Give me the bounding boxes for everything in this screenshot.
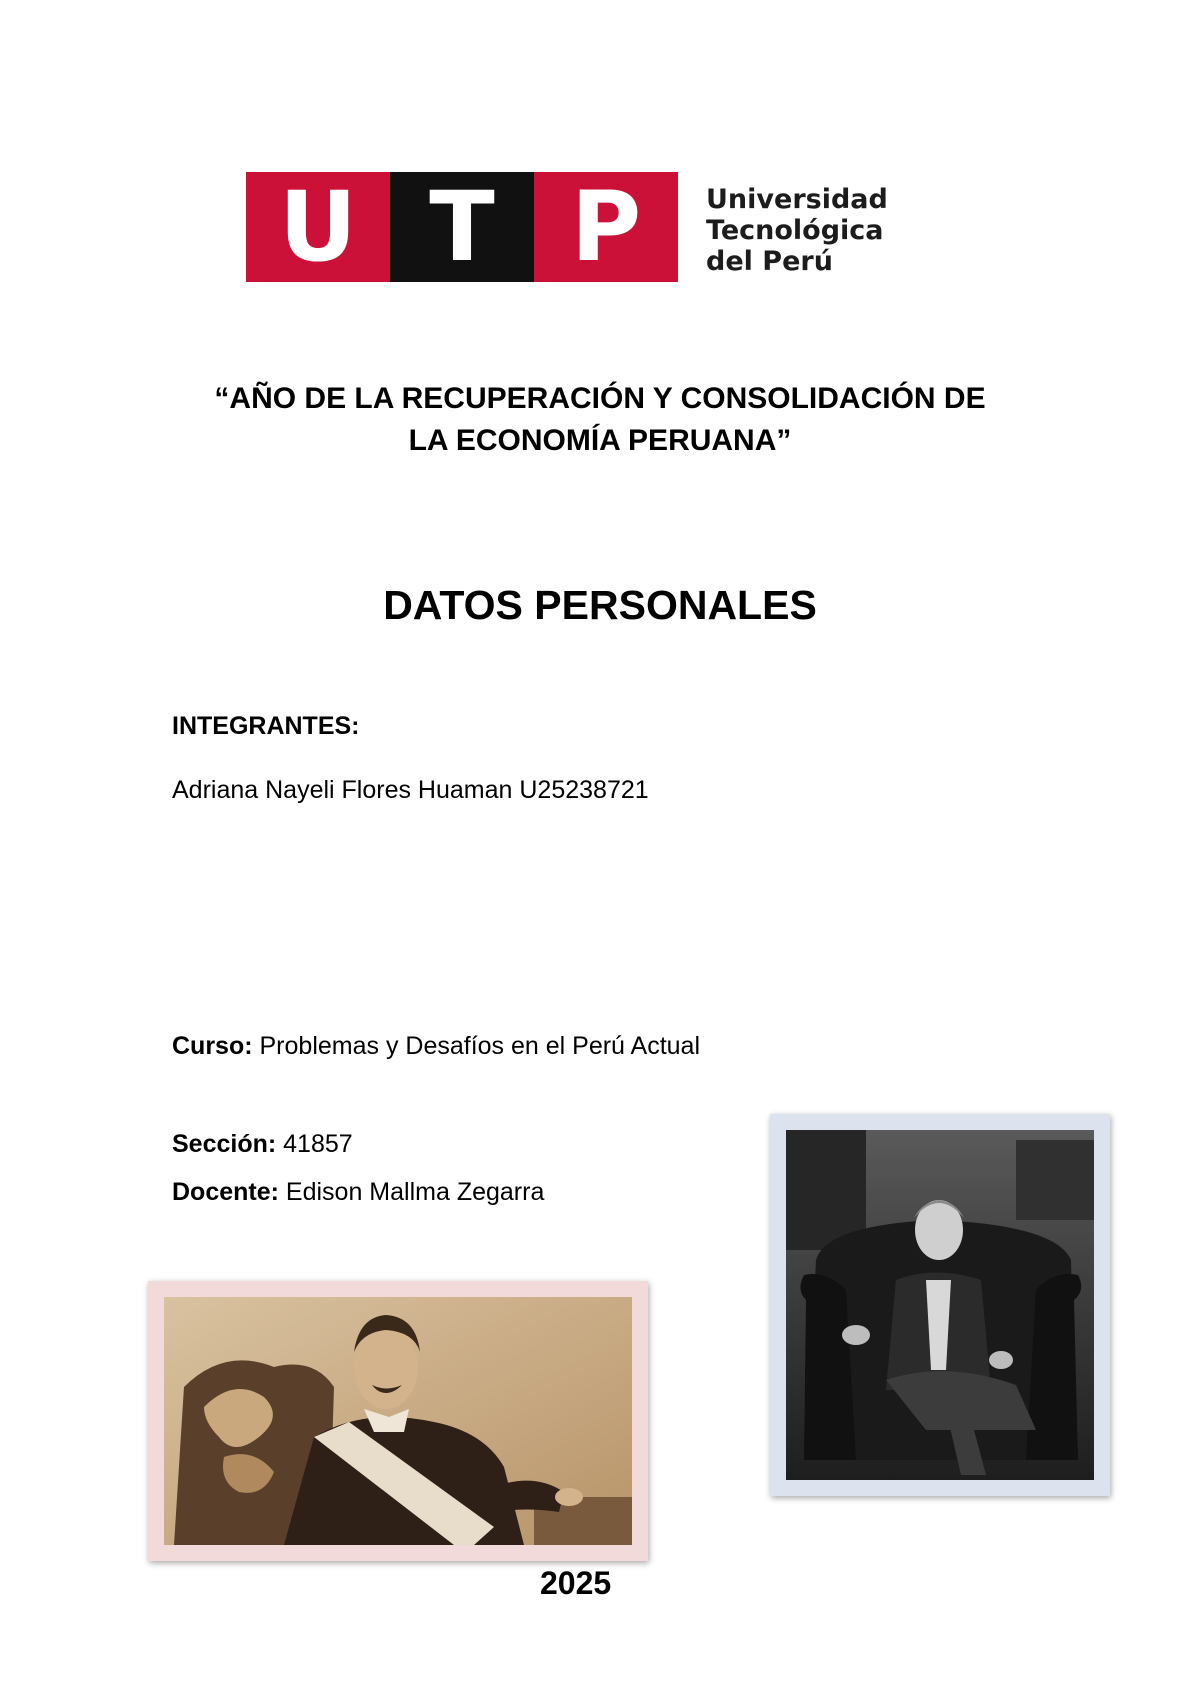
motto-line-1: “AÑO DE LA RECUPERACIÓN Y CONSOLIDACIÓN DE bbox=[214, 382, 986, 415]
logo-letter-p: P bbox=[534, 172, 678, 282]
teacher-row bbox=[172, 1177, 544, 1207]
document-year: 2025 bbox=[540, 1565, 612, 1601]
course-value: Problemas y Desafíos en el Perú Actual bbox=[252, 1032, 701, 1060]
logo-text-line-2: Tecnológica bbox=[706, 215, 884, 246]
bw-portrait-icon bbox=[786, 1130, 1094, 1480]
course-row bbox=[172, 1031, 700, 1061]
year-motto bbox=[100, 378, 1100, 462]
page-title: DATOS PERSONALES bbox=[383, 582, 817, 628]
section-row bbox=[172, 1129, 353, 1159]
section-label: Sección: bbox=[172, 1130, 277, 1158]
course-label: Curso: bbox=[172, 1032, 253, 1060]
logo-text-line-3: del Perú bbox=[706, 246, 833, 277]
sepia-portrait-icon bbox=[164, 1297, 632, 1545]
logo-letter-t: T bbox=[390, 172, 534, 282]
member-item: Adriana Nayeli Flores Huaman U25238721 bbox=[172, 776, 649, 804]
teacher-value: Edison Mallma Zegarra bbox=[278, 1178, 545, 1206]
photo-frame-left bbox=[148, 1281, 648, 1561]
motto-line-2: LA ECONOMÍA PERUANA” bbox=[408, 424, 792, 457]
photo-frame-right bbox=[770, 1114, 1110, 1496]
teacher-label: Docente: bbox=[172, 1178, 279, 1206]
section-value: 41857 bbox=[276, 1130, 353, 1158]
utp-logo bbox=[246, 172, 678, 282]
logo-text-line-1: Universidad bbox=[706, 184, 888, 215]
logo-university-name bbox=[706, 184, 888, 277]
logo-letter-u: U bbox=[246, 172, 390, 282]
members-label: INTEGRANTES: bbox=[172, 712, 360, 740]
